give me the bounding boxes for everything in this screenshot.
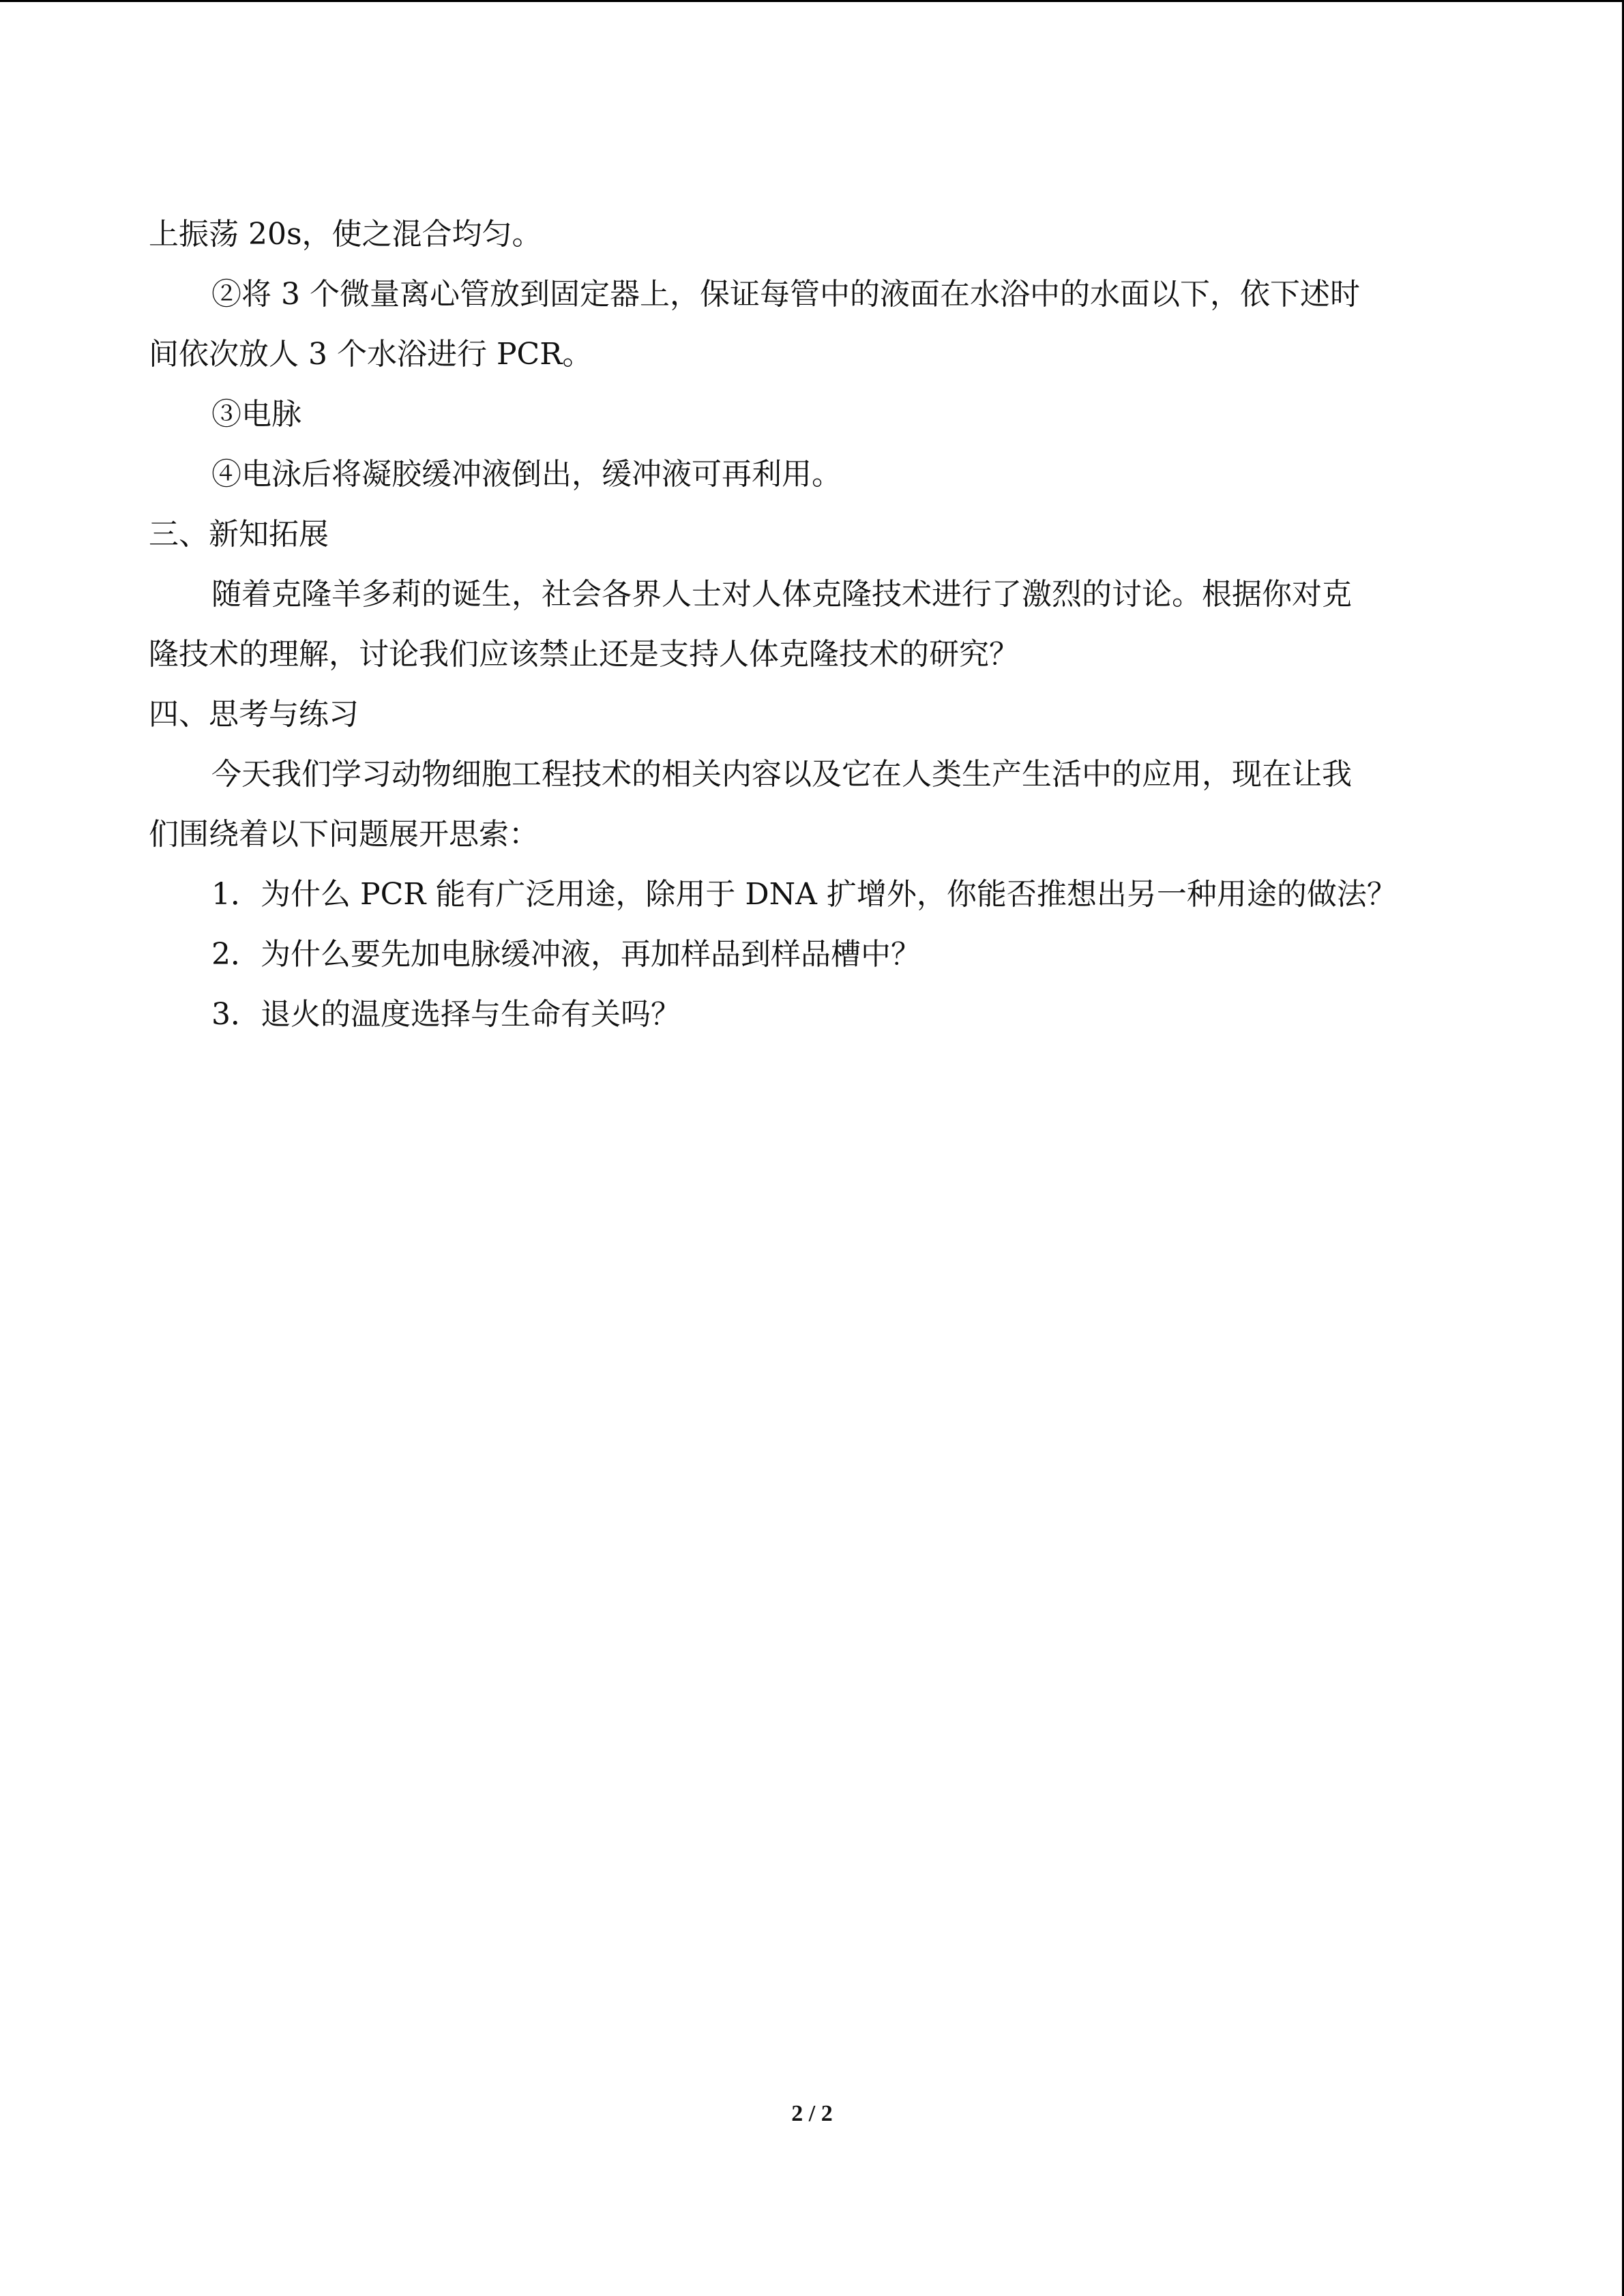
text-line: ③电脉 (211, 397, 301, 432)
text-line: 们围绕着以下问题展开思索： (149, 817, 539, 852)
text-line: 间依次放人 3 个水浴进行 PCR。 (149, 337, 593, 372)
top-border-rule (0, 0, 1624, 2)
text-line: ④电泳后将凝胶缓冲液倒出，缓冲液可再利用。 (211, 457, 842, 492)
text-line: 上振荡 20s，使之混合均匀。 (149, 217, 542, 252)
text-line: 今天我们学习动物细胞工程技术的相关内容以及它在人类生产生活中的应用，现在让我 (211, 757, 1352, 792)
text-line: 随着克隆羊多莉的诞生，社会各界人士对人体克隆技术进行了激烈的讨论。根据你对克 (211, 577, 1352, 612)
question-item: 3．退火的温度选择与生命有关吗？ (211, 997, 681, 1032)
document-body (149, 205, 1458, 1045)
text-line: 隆技术的理解，讨论我们应该禁止还是支持人体克隆技术的研究？ (149, 637, 1019, 672)
text-line: ②将 3 个微量离心管放到固定器上，保证每管中的液面在水浴中的水面以下，依下述时 (211, 277, 1360, 312)
question-item: 2．为什么要先加电脉缓冲液，再加样品到样品槽中？ (211, 937, 921, 972)
section-heading: 四、思考与练习 (149, 697, 359, 732)
question-item: 1．为什么 PCR 能有广泛用途，除用于 DNA 扩增外，你能否推想出另一种用途的做法？ (211, 877, 1397, 912)
section-heading: 三、新知拓展 (149, 517, 329, 552)
page-number: 2 / 2 (791, 2101, 833, 2126)
